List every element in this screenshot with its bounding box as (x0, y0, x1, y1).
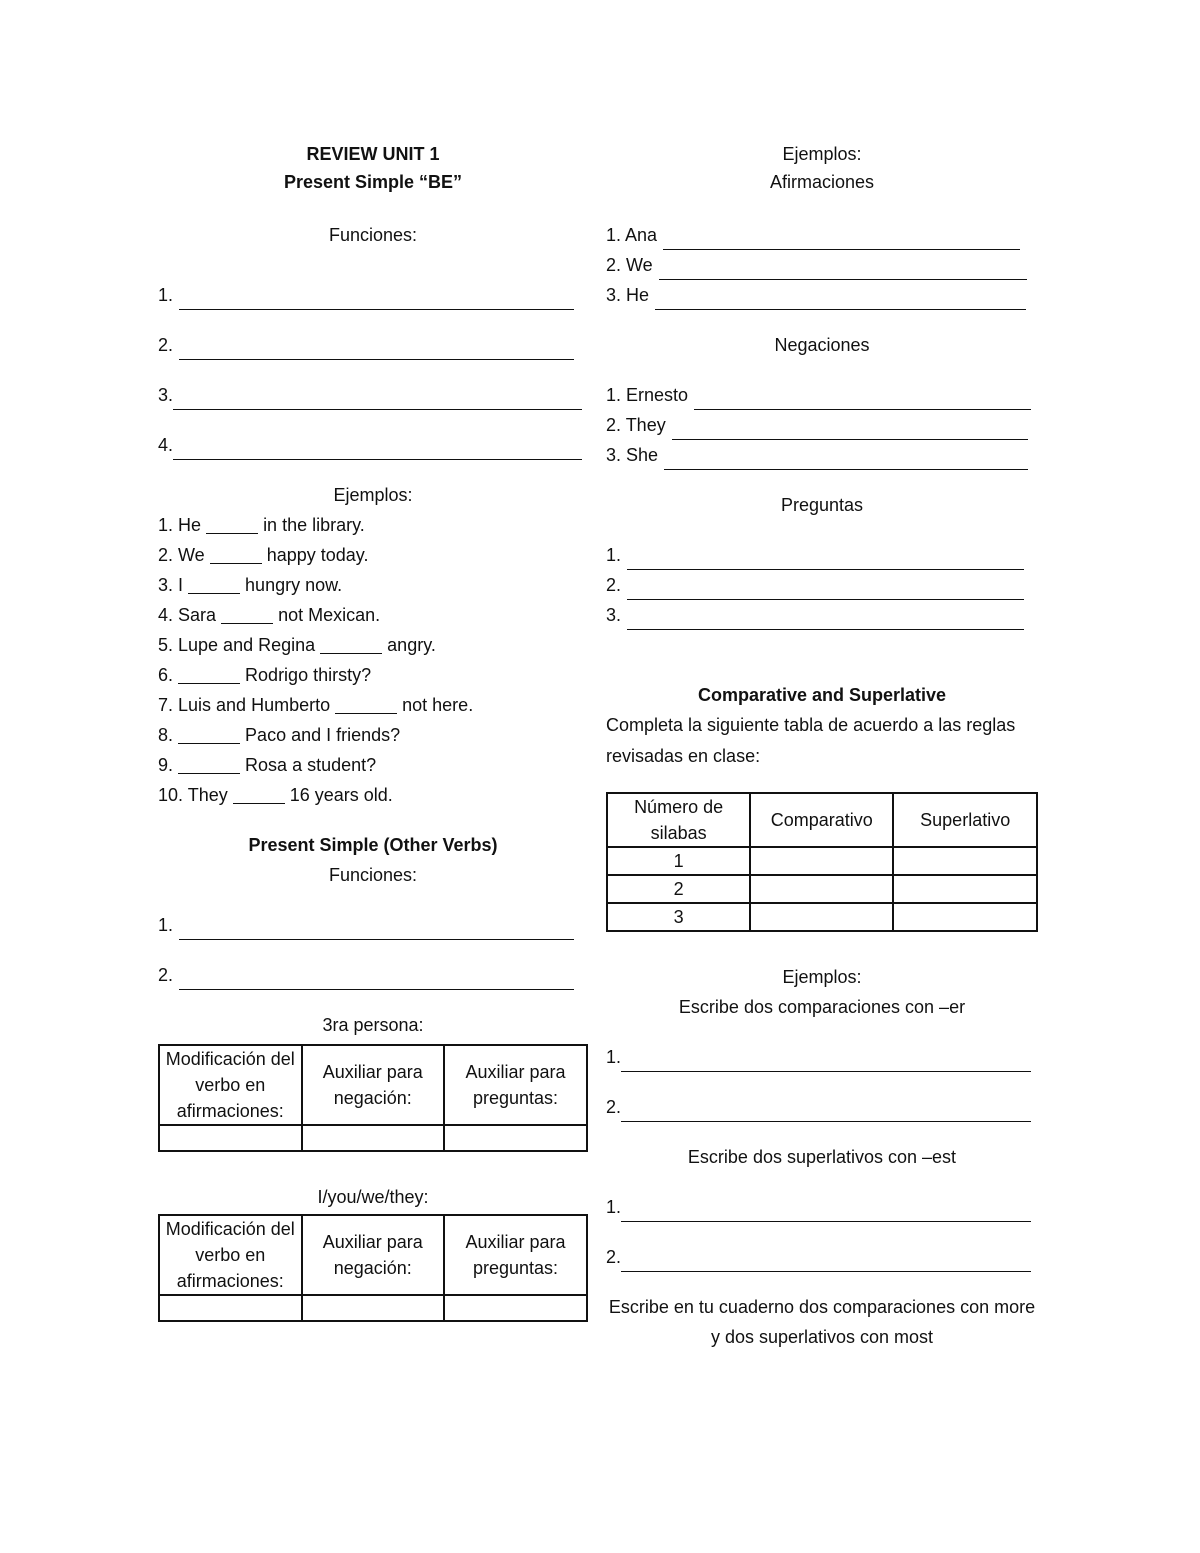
ejemplos-label: Ejemplos: (782, 144, 862, 164)
example-item[interactable]: 6. Rodrigo thirsty? (158, 665, 372, 685)
comparative-title: Comparative and Superlative (697, 685, 947, 705)
other-verbs-title: Present Simple (Other Verbs) (248, 835, 498, 855)
pregunta-line-2[interactable]: 2. (606, 570, 1024, 600)
table-cell[interactable] (444, 1125, 587, 1151)
table-header: Auxiliar para preguntas: (444, 1045, 587, 1125)
line-number: 2. (158, 335, 174, 355)
table-cell: 1 (607, 847, 750, 875)
table-header: Auxiliar para negación: (302, 1215, 445, 1295)
right-column (606, 140, 1038, 1352)
afirmacion-line-2[interactable]: 2. We (606, 250, 1027, 280)
funcion-line-1[interactable] (158, 280, 574, 310)
table-cell: 2 (607, 875, 750, 903)
afirmaciones-label: Afirmaciones (769, 172, 875, 192)
line-number: 1. (158, 285, 174, 305)
afirmacion-line-1[interactable]: 1. Ana (606, 220, 1020, 250)
other-funcion-line-1[interactable] (158, 910, 574, 940)
final-note: Escribe en tu cuaderno dos comparaciones con more y dos superlativos con most (608, 1297, 1036, 1347)
funcion-line-2[interactable] (158, 330, 574, 360)
negacion-line-2[interactable]: 2. They (606, 410, 1028, 440)
page-subtitle: Present Simple “BE” (283, 172, 463, 192)
table-header: Auxiliar para negación: (302, 1045, 445, 1125)
line-number: 4. (158, 435, 174, 455)
table-header: Número de silabas (607, 793, 750, 847)
tercera-persona-table (158, 1044, 588, 1152)
other-funcion-line-2[interactable] (158, 960, 574, 990)
table-cell[interactable] (444, 1295, 587, 1321)
pregunta-line-3[interactable]: 3. (606, 600, 1024, 630)
er-instruction: Escribe dos comparaciones con –er (678, 997, 966, 1017)
example-item[interactable]: 3. I hungry now. (158, 575, 343, 595)
iyou-table (158, 1214, 588, 1322)
tercera-persona-label: 3ra persona: (322, 1015, 424, 1035)
example-item[interactable]: 9. Rosa a student? (158, 755, 377, 775)
comparative-table (606, 792, 1038, 932)
negacion-line-3[interactable]: 3. She (606, 440, 1028, 470)
table-cell[interactable] (893, 903, 1037, 931)
er-line-2[interactable]: 2. (606, 1092, 1031, 1122)
table-cell[interactable] (302, 1125, 445, 1151)
comparative-instructions: Completa la siguiente tabla de acuerdo a las reglas revisadas en clase: (606, 715, 1016, 766)
table-header: Auxiliar para preguntas: (444, 1215, 587, 1295)
funcion-line-4[interactable] (158, 430, 582, 460)
table-header: Modificación del verbo en afirmaciones: (159, 1045, 302, 1125)
example-item[interactable]: 1. He in the library. (158, 515, 365, 535)
er-line-1[interactable]: 1. (606, 1042, 1031, 1072)
table-cell[interactable] (750, 875, 893, 903)
example-item[interactable]: 8. Paco and I friends? (158, 725, 401, 745)
table-cell[interactable] (893, 875, 1037, 903)
table-cell[interactable] (302, 1295, 445, 1321)
ejemplos-2-label: Ejemplos: (782, 967, 862, 987)
table-header: Superlativo (893, 793, 1037, 847)
example-item[interactable]: 10. They 16 years old. (158, 785, 393, 805)
example-item[interactable]: 5. Lupe and Regina angry. (158, 635, 436, 655)
est-instruction: Escribe dos superlativos con –est (687, 1147, 957, 1167)
ejemplos-label: Ejemplos: (333, 485, 413, 505)
table-header: Modificación del verbo en afirmaciones: (159, 1215, 302, 1295)
negaciones-label: Negaciones (774, 335, 870, 355)
funciones-label: Funciones: (328, 225, 418, 245)
afirmacion-line-3[interactable]: 3. He (606, 280, 1026, 310)
table-header: Comparativo (750, 793, 893, 847)
preguntas-label: Preguntas (780, 495, 864, 515)
table-cell: 3 (607, 903, 750, 931)
table-cell[interactable] (893, 847, 1037, 875)
table-cell[interactable] (159, 1125, 302, 1151)
est-line-1[interactable]: 1. (606, 1192, 1031, 1222)
negacion-line-1[interactable]: 1. Ernesto (606, 380, 1031, 410)
est-line-2[interactable]: 2. (606, 1242, 1031, 1272)
left-column (158, 140, 588, 1322)
page-title: REVIEW UNIT 1 (306, 144, 440, 164)
line-number: 3. (158, 385, 174, 405)
table-cell[interactable] (750, 903, 893, 931)
example-item[interactable]: 7. Luis and Humberto not here. (158, 695, 474, 715)
other-funciones-label: Funciones: (328, 865, 418, 885)
funcion-line-3[interactable] (158, 380, 582, 410)
line-number: 1. (158, 915, 174, 935)
pregunta-line-1[interactable]: 1. (606, 540, 1024, 570)
table-cell[interactable] (750, 847, 893, 875)
table-cell[interactable] (159, 1295, 302, 1321)
example-item[interactable]: 2. We happy today. (158, 545, 369, 565)
be-examples-list (158, 510, 588, 810)
line-number: 2. (158, 965, 174, 985)
iyou-label: I/you/we/they: (317, 1187, 429, 1207)
example-item[interactable]: 4. Sara not Mexican. (158, 605, 381, 625)
